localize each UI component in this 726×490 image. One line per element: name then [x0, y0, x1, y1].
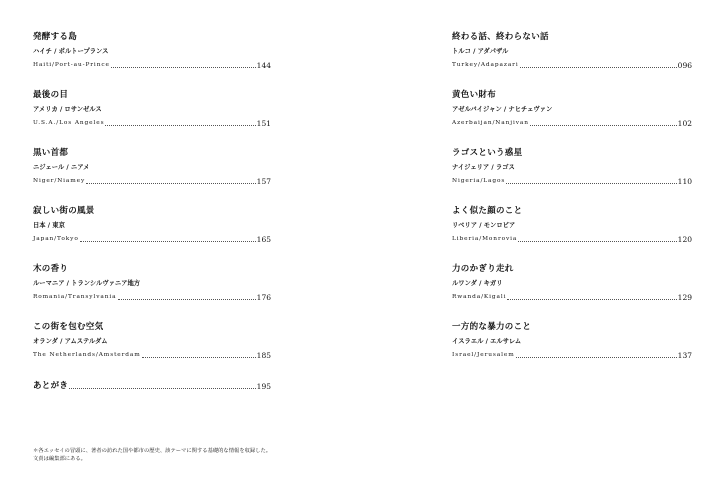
- entry-title: この街を包む空気: [33, 322, 104, 332]
- leader-dots: [520, 66, 677, 68]
- leader-dots: [142, 356, 256, 358]
- entry-place: Niger/Niamey: [33, 178, 86, 184]
- entry-subtitle: トルコ / アダパザル: [452, 48, 509, 55]
- afterword-page-number: 195: [256, 382, 271, 391]
- entry-subtitle: ナイジェリア / ラゴス: [452, 164, 515, 171]
- entry-subtitle: 日本 / 東京: [33, 222, 65, 229]
- toc-entry[interactable]: [452, 321, 692, 379]
- entry-title: よく似た顔のこと: [452, 206, 523, 216]
- entry-page-number: 165: [256, 235, 271, 244]
- entry-page-number: 157: [256, 177, 271, 186]
- entry-place: Azerbaijan/Nanjivan: [452, 120, 529, 126]
- entry-page-number: 120: [677, 235, 692, 244]
- leader-dots: [105, 124, 255, 126]
- entry-place: Haiti/Port-au-Prince: [33, 62, 110, 68]
- afterword-entry[interactable]: [33, 381, 271, 391]
- footnote-line: ＊各エッセイの冒頭に、著者の訪れた国や都市の歴史、該テーマに関する基礎的な情報を収録した。: [33, 448, 272, 454]
- toc-entry[interactable]: [452, 31, 692, 89]
- toc-left-column: [33, 31, 271, 379]
- entry-subtitle: オランダ / アムステルダム: [33, 338, 108, 345]
- entry-subtitle: ハイチ / ポルトープランス: [33, 48, 109, 55]
- toc-entry[interactable]: [33, 263, 271, 321]
- footnote-line: 文責は編集部にある。: [33, 456, 86, 462]
- leader-dots: [86, 182, 255, 184]
- toc-right-column: [452, 31, 692, 379]
- entry-place: Israel/Jerusalem: [452, 352, 515, 358]
- entry-title: 黒い首都: [33, 148, 69, 158]
- entry-page-number: 176: [256, 293, 271, 302]
- entry-page-number: 102: [677, 119, 692, 128]
- leader-dots: [516, 356, 677, 358]
- leader-dots: [80, 240, 256, 242]
- toc-entry[interactable]: [33, 205, 271, 263]
- entry-page-number: 096: [677, 61, 692, 70]
- entry-subtitle: リベリア / モンロビア: [452, 222, 516, 229]
- entry-page-number: 185: [256, 351, 271, 360]
- toc-entry[interactable]: [33, 321, 271, 379]
- toc-entry[interactable]: [33, 147, 271, 205]
- toc-entry[interactable]: [33, 89, 271, 147]
- entry-subtitle: ニジェール / ニアメ: [33, 164, 90, 171]
- entry-place: The Netherlands/Amsterdam: [33, 352, 141, 358]
- toc-entry[interactable]: [33, 31, 271, 89]
- entry-subtitle: ルワンダ / キガリ: [452, 280, 503, 287]
- toc-entry[interactable]: [452, 89, 692, 147]
- entry-title: 寂しい街の風景: [33, 206, 95, 216]
- leader-dots: [530, 124, 677, 126]
- entry-title: 終わる話、終わらない話: [452, 32, 549, 42]
- leader-dots: [518, 240, 676, 242]
- entry-subtitle: イスラエル / エルサレム: [452, 338, 522, 345]
- toc-entry[interactable]: [452, 205, 692, 263]
- leader-dots: [69, 387, 255, 389]
- entry-page-number: 151: [256, 119, 271, 128]
- entry-title: 発酵する島: [33, 32, 78, 42]
- entry-place: Romania/Transylvania: [33, 294, 117, 300]
- toc-entry[interactable]: [452, 147, 692, 205]
- entry-title: 一方的な暴力のこと: [452, 322, 532, 332]
- entry-title: 力のかぎり走れ: [452, 264, 514, 274]
- leader-dots: [118, 298, 256, 300]
- entry-place: Japan/Tokyo: [33, 236, 79, 242]
- entry-page-number: 129: [677, 293, 692, 302]
- entry-page-number: 137: [677, 351, 692, 360]
- entry-title: 木の香り: [33, 264, 69, 274]
- entry-subtitle: ルーマニア / トランシルヴァニア地方: [33, 280, 141, 287]
- afterword-title: あとがき: [33, 381, 69, 391]
- entry-subtitle: アゼルバイジャン / ナヒチェヴァン: [452, 106, 553, 113]
- entry-title: 黄色い財布: [452, 90, 497, 100]
- entry-place: Liberia/Monrovia: [452, 236, 518, 242]
- entry-page-number: 144: [256, 61, 271, 70]
- entry-place: Nigeria/Lagos: [452, 178, 506, 184]
- entry-title: 最後の目: [33, 90, 69, 100]
- entry-title: ラゴスという惑星: [452, 148, 523, 158]
- entry-place: Turkey/Adapazari: [452, 62, 519, 68]
- entry-subtitle: アメリカ / ロサンゼルス: [33, 106, 102, 113]
- leader-dots: [507, 298, 676, 300]
- entry-place: Rwanda/Kigali: [452, 294, 507, 300]
- entry-page-number: 110: [677, 177, 692, 186]
- toc-entry[interactable]: [452, 263, 692, 321]
- entry-place: U.S.A./Los Angeles: [33, 120, 105, 126]
- leader-dots: [111, 66, 256, 68]
- footnote: [33, 447, 271, 463]
- leader-dots: [506, 182, 676, 184]
